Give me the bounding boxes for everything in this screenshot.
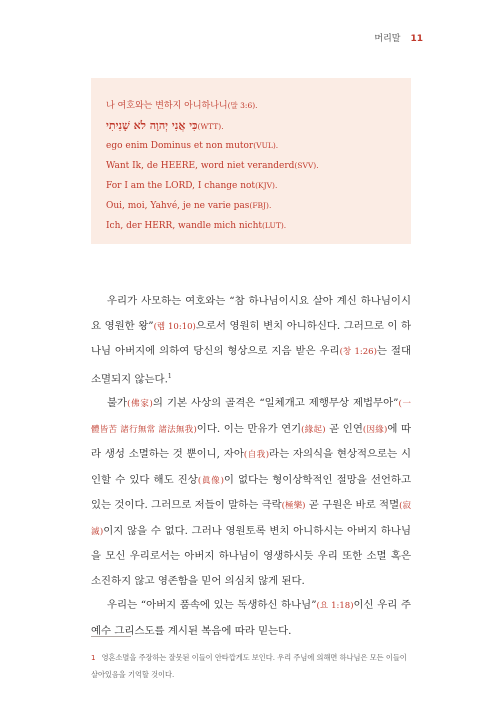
page-number: 11 — [410, 34, 423, 44]
paragraph-2: 불가(佛家)의 기본 사상의 골격은 “일체개고 제행무상 제법무아”(一體皆苦 諸行無常 諸法無我)이다. 이는 만유가 연기(緣起) 곧 인연(因緣)에 따라 생성 소멸하는 것 뿐이니, 자아(自我)라는 자의식을 현상적으로는 시인할 수 있다 해도 진상(眞像)이 없다는 형이상학적인 절망을 선언하고 있는 것이다. 그러므로 저들이 말하는 극락(極樂) 곧 구원은 바로 적멸(寂滅)이지 않을 수 없다. 그러나 영원토록 변치 아니하시는 아버지 하나님을 모신 우리로서는 아버지 하나님이 영생하시듯 우리 또한 소멸 혹은 소진하지 않고 영존함을 믿어 의심치 않게 된다. — [91, 397, 411, 587]
paragraph-3: 우리는 “아버지 품속에 있는 독생하신 하나님”(요 1:18)이신 우리 주 예수 그리스도를 계시된 복음에 따라 믿는다. — [91, 599, 411, 637]
scripture-ref: (창 1:26) — [339, 347, 377, 357]
quote-line-english: For I am the LORD, I change not(KJV). — [106, 181, 278, 191]
quote-line-hebrew: כִּי אֲנִי יְהוָה לֹא שָׁנִיתִי(WTT). — [106, 119, 224, 132]
footnote-divider — [91, 636, 131, 637]
hanja-gloss: (寂滅) — [91, 501, 411, 537]
footnote-number: 1 — [91, 653, 96, 662]
quote-line-german: Ich, der HERR, wandle mich nicht(LUT). — [106, 221, 287, 231]
quote-line-french: Oui, moi, Yahvé, je ne varie pas(FBJ). — [106, 201, 272, 211]
footnote-text: 영혼소멸을 주장하는 잘못된 이들이 안타깝게도 보인다. 우리 주님에 의해면 하나님은 모든 이들이 살아있음을 기억할 것이다. — [91, 653, 407, 679]
quote-line-latin: ego enim Dominus et non mutor(VUL). — [106, 141, 279, 151]
hanja-gloss: (自我) — [243, 450, 270, 461]
footnote-marker: 1 — [167, 372, 172, 380]
paragraph-1: 우리가 사모하는 여호와는 “참 하나님이시요 살아 계신 하나님이시요 영원한 왕”(렘 10:10)으로서 영원히 변치 아니하신다. 그러므로 이 하나님 아버지에 의하여 당신의 형상으로 지음 받은 우리(창 1:26)는 절대 소멸되지 않는다.$^1$ — [91, 295, 412, 385]
scripture-quote-box — [91, 78, 411, 244]
hanja-gloss: (極樂) — [281, 501, 306, 512]
quote-line-korean: 나 여호와는 변하지 아니하나니(말 3:6). — [106, 101, 258, 111]
quote-line-dutch: Want Ik, de HEERE, word niet veranderd(SVV). — [106, 161, 319, 171]
footnote — [91, 649, 411, 683]
header-title: 머리말 — [374, 34, 401, 44]
running-header — [374, 31, 423, 44]
body-text — [91, 289, 411, 643]
hanja-gloss: (眞像) — [197, 475, 224, 486]
hanja-gloss: (緣起) — [301, 424, 326, 435]
scripture-ref: (렘 10:10) — [153, 321, 196, 332]
hanja-gloss: (佛家) — [127, 399, 153, 410]
scripture-ref: (요 1:18) — [316, 601, 354, 612]
hanja-gloss: (因緣) — [362, 424, 388, 435]
hanja-gloss: (一體皆苦 諸行無常 諸法無我) — [91, 399, 411, 435]
